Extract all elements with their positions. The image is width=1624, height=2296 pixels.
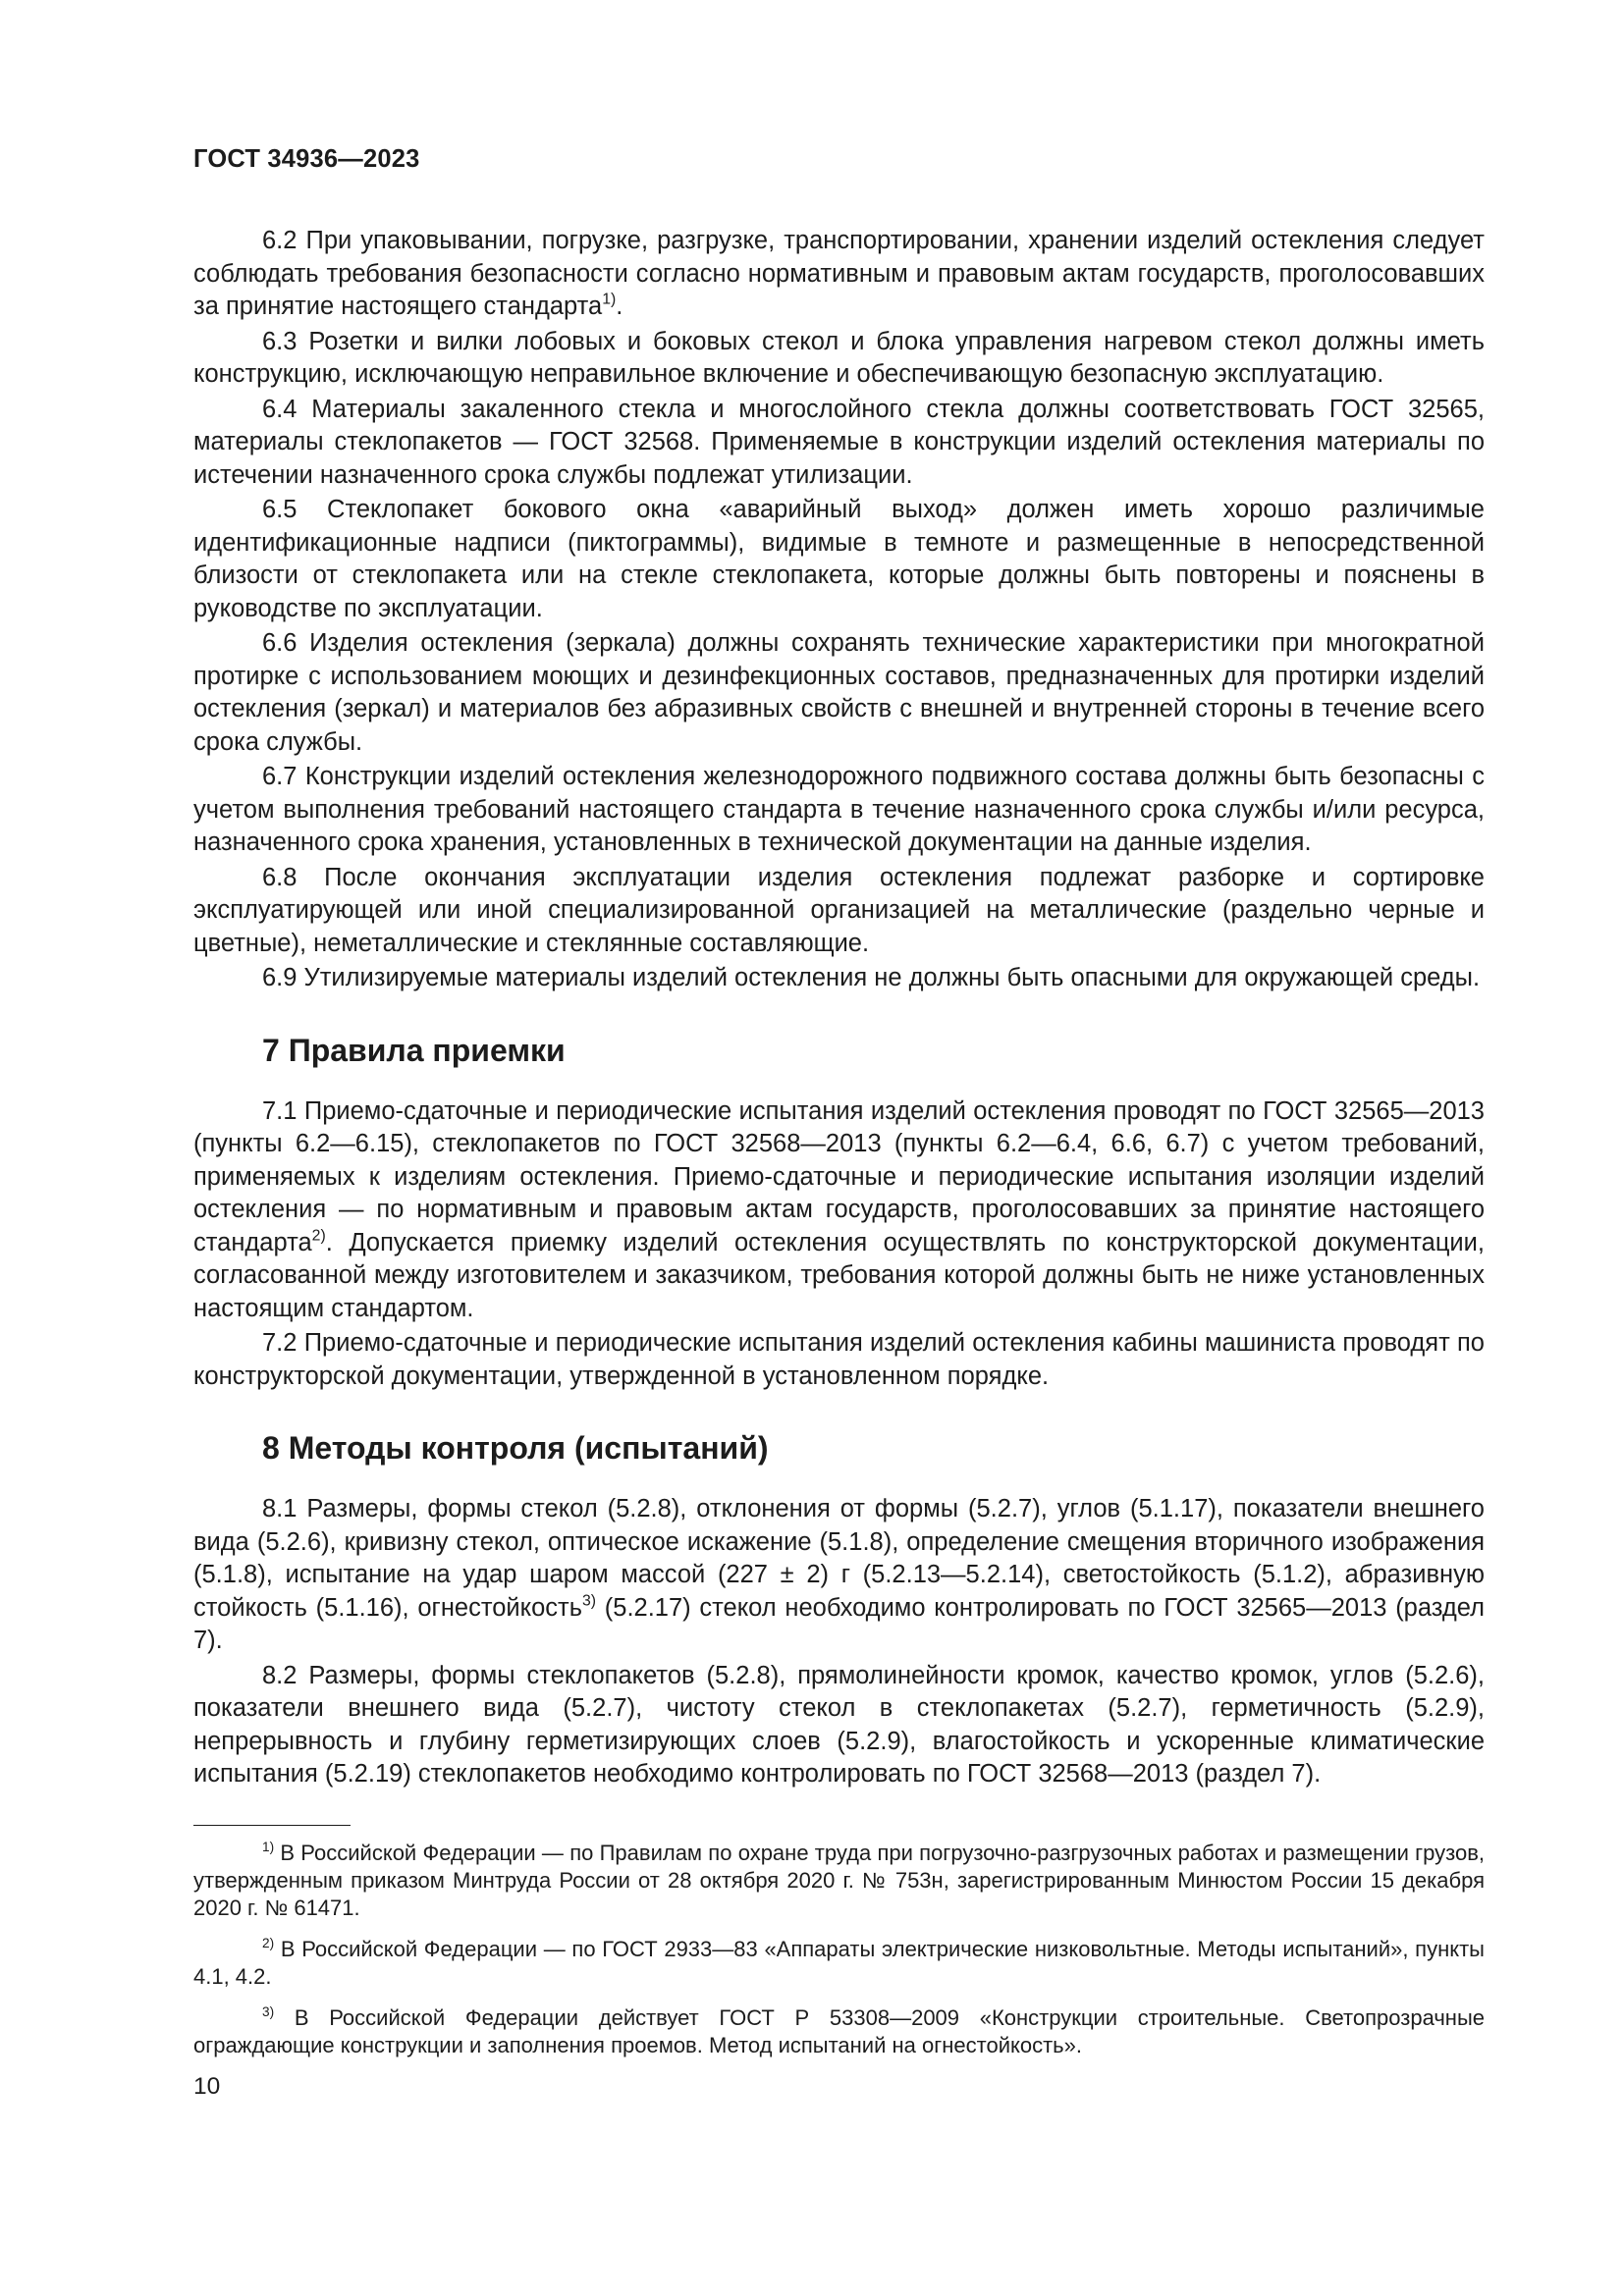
section-8-title: 8 Методы контроля (испытаний) (262, 1430, 769, 1466)
footnote-ref-3[interactable]: 3) (582, 1592, 597, 1610)
paragraph-6-7: 6.7 Конструкции изделий остекления железнодорожного подвижного состава должны быть безопасны с учетом выполнения требований настоящего стандарта в течение назначенного срока службы и/или ресурса, назначенного срока хранения, установленных в технической документации на данные изделия. (193, 763, 1485, 856)
footnote-text: В Российской Федерации действует ГОСТ Р 53308—2009 «Конструкции строительные. Светопрозрачные ограждающие конструкции и заполнения проемов. Метод испытаний на огнестойкость». (193, 2004, 1485, 2057)
footnote-ref-1[interactable]: 1) (602, 291, 617, 308)
footnote-divider (193, 1825, 351, 1826)
footnote-mark: 3) (262, 2003, 275, 2019)
paragraph-text-end: . (616, 293, 623, 320)
footnote-text: В Российской Федерации — по Правилам по охране труда при погрузочно-разгрузочных работах и размещении грузов, утвержденным приказом Минтруда России от 28 октября 2020 г. № 753н, зарегистрированным Минюстом России 15 декабря 2020 г. № 61471. (193, 1840, 1485, 1920)
paragraph-6-9: 6.9 Утилизируемые материалы изделий остекления не должны быть опасными для окружающей среды. (262, 964, 1481, 991)
section-7-title: 7 Правила приемки (262, 1032, 566, 1068)
footnote-3 (193, 2004, 1485, 2059)
document-header: ГОСТ 34936—2023 (193, 145, 420, 173)
paragraph-text: 7.1 Приемо-сдаточные и периодические испытания изделий остекления проводят по ГОСТ 32565—2013 (пункты 6.2—6.15), стеклопакетов по ГОСТ 32568—2013 (пункты 6.2—6.4, 6.6, 6.7) с учетом требований, применяемых к изделиям остекления. Приемо-сдаточные и периодические испытания изоляции изделий остекления — по нормативным и правовым актам государств, проголосовавших за принятие настоящего стандарта (193, 1096, 1485, 1256)
page-number: 10 (193, 2072, 221, 2100)
paragraph-8-1 (193, 1493, 1485, 1658)
paragraph-text-cont: . Допускается приемку изделий остекления осуществлять по конструкторской документации, согласованной между изготовителем и заказчиком, требования которой должны быть не ниже установленных настоящим стандартом. (193, 1228, 1485, 1322)
footnote-2 (193, 1936, 1485, 1991)
paragraph-6-8: 6.8 После окончания эксплуатации изделия остекления подлежат разборке и сортировке эксплуатирующей или иной специализированной организацией на металлические (раздельно черные и цветные), неметаллические и стеклянные составляющие. (193, 863, 1485, 957)
footnote-text: В Российской Федерации — по ГОСТ 2933—83 «Аппараты электрические низковольтные. Методы испытаний», пункты 4.1, 4.2. (193, 1936, 1485, 1989)
footnote-mark: 1) (262, 1839, 275, 1854)
paragraph-text: 8.1 Размеры, формы стекол (5.2.8), отклонения от формы (5.2.7), углов (5.1.17), показатели внешнего вида (5.2.6), кривизну стекол, оптическое искажение (5.1.8), определение смещения вторичного изображения (5.1.8), испытание на удар шаром массой (227 ± 2) г (5.2.13—5.2.14), светостойкость (5.1.2), абразивную стойкость (5.1.16), огнестойкость (193, 1495, 1485, 1622)
paragraph-6-3: 6.3 Розетки и вилки лобовых и боковых стекол и блока управления нагревом стекол должны иметь конструкцию, исключающую неправильное включение и обеспечивающую безопасную эксплуатацию. (193, 327, 1485, 388)
paragraph-7-2: 7.2 Приемо-сдаточные и периодические испытания изделий остекления кабины машиниста проводят по конструкторской документации, утвержденной в установленном порядке. (193, 1329, 1485, 1390)
paragraph-text: 6.2 При упаковывании, погрузке, разгрузке, транспортировании, хранении изделий остекления следует соблюдать требования безопасности согласно нормативным и правовым актам государств, проголосовавших за принятие настоящего стандарта (193, 227, 1485, 320)
paragraph-8-2: 8.2 Размеры, формы стеклопакетов (5.2.8), прямолинейности кромок, качество кромок, углов (5.2.6), показатели внешнего вида (5.2.7), чистоту стекол в стеклопакетах (5.2.7), герметичность (5.2.9), непрерывность и глубину герметизирующих слоев (5.2.9), влагостойкость и ускоренные климатические испытания (5.2.19) стеклопакетов необходимо контролировать по ГОСТ 32568—2013 (раздел 7). (193, 1661, 1485, 1788)
paragraph-6-5: 6.5 Стеклопакет бокового окна «аварийный выход» должен иметь хорошо различимые идентификационные надписи (пиктограммы), видимые в темноте и размещенные в непосредственной близости от стеклопакета или на стекле стеклопакета, которые должны быть повторены и пояснены в руководстве по эксплуатации. (193, 496, 1485, 622)
footnote-ref-2[interactable]: 2) (311, 1227, 326, 1245)
paragraph-6-2 (193, 225, 1485, 324)
paragraph-6-4: 6.4 Материалы закаленного стекла и многослойного стекла должны соответствовать ГОСТ 32565, материалы стеклопакетов — ГОСТ 32568. Применяемые в конструкции изделий остекления материалы по истечении назначенного срока службы подлежат утилизации. (193, 395, 1485, 489)
paragraph-7-1 (193, 1095, 1485, 1326)
footnote-1 (193, 1840, 1485, 1922)
footnote-mark: 2) (262, 1935, 275, 1950)
paragraph-6-6: 6.6 Изделия остекления (зеркала) должны сохранять технические характеристики при многократной протирке с использованием моющих и дезинфекционных составов, предназначенных для протирки изделий остекления (зеркал) и материалов без абразивных свойств с внешней и внутренней стороны в течение всего срока службы. (193, 629, 1485, 756)
paragraph-text-cont: (5.2.17) стекол необходимо контролировать по ГОСТ 32565—2013 (раздел 7). (193, 1593, 1485, 1654)
